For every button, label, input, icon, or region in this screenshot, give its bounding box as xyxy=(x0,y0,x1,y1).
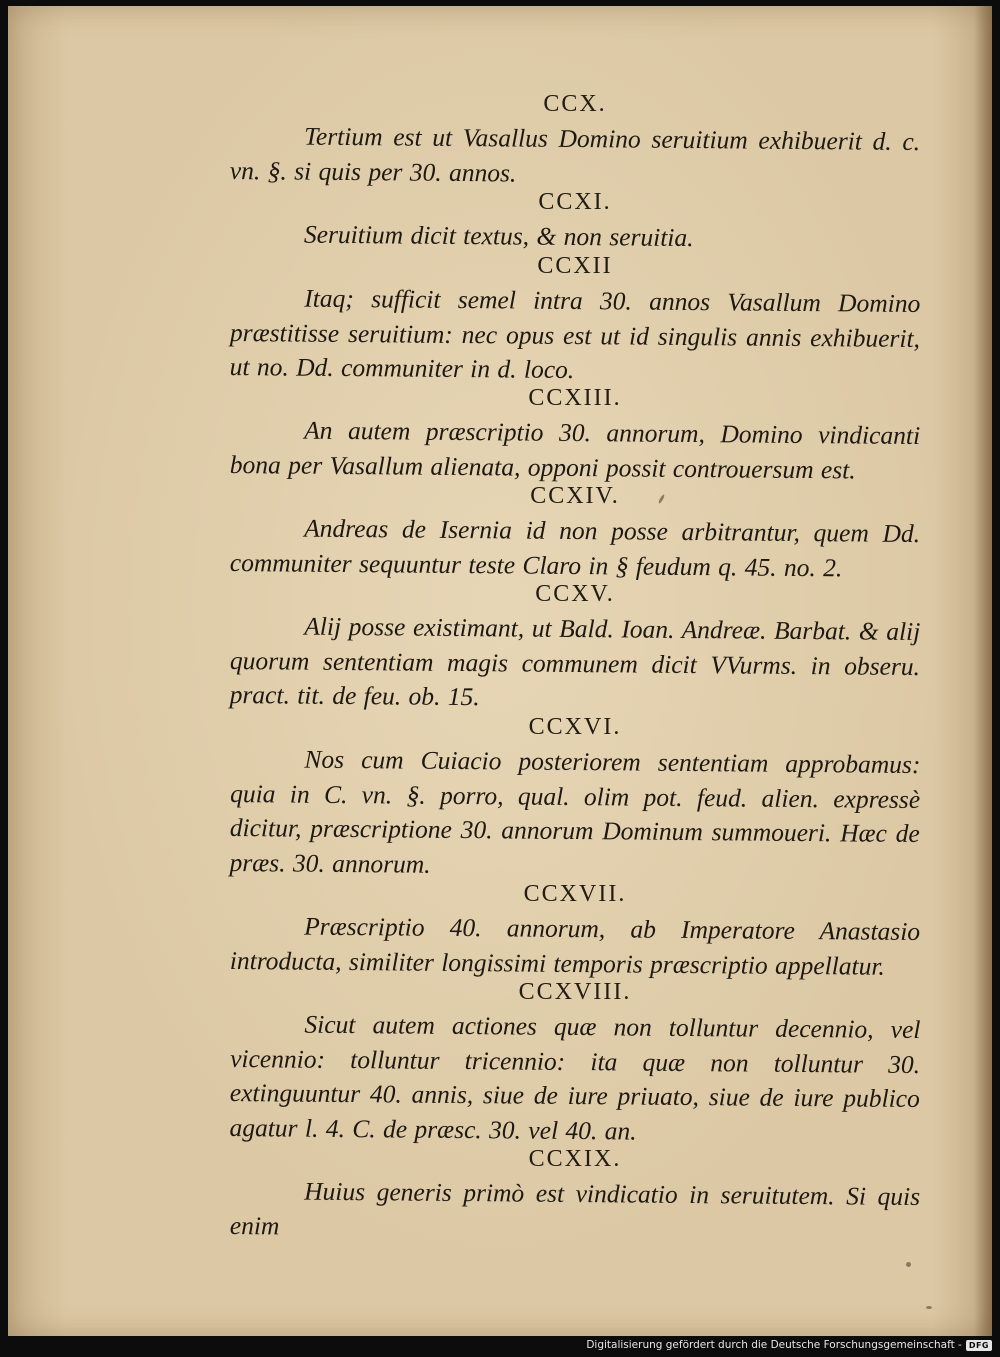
text-block xyxy=(230,90,920,1243)
section-text: An autem præscriptio 30. annorum, Domino vindicanti bona per Vasallum alienata, opponi possit controuersum est. xyxy=(229,415,921,484)
section-text: Præscriptio 40. annorum, ab Imperatore Anastasio introducta, similiter longissimi temporis præscriptio appellatur. xyxy=(229,911,921,980)
section-number: CCXVII. xyxy=(523,880,627,907)
section-number: CCXIX. xyxy=(528,1145,622,1172)
section-number: CCXI. xyxy=(538,189,612,215)
digitization-credit xyxy=(586,1337,992,1353)
credit-text: Digitalisierung gefördert durch die Deutsche Forschungsgemeinschaft - xyxy=(586,1339,962,1351)
section-number: CCX. xyxy=(543,91,607,117)
section-text: Nos cum Cuiacio posteriorem sententiam approbamus: quia in C. vn. §. porro, qual. olim pot. feud. alien. expressè dicitur, præscriptione 30. annorum Dominum summoueri. Hæc de præs. 30. annorum. xyxy=(229,744,921,878)
section-text: Andreas de Isernia id non posse arbitrantur, quem Dd. communiter sequuntur teste Claro in § feudum q. 45. no. 2. xyxy=(229,513,921,582)
dfg-logo-icon: DFG xyxy=(966,1340,992,1351)
section-text: Alij posse existimant, ut Bald. Ioan. Andreæ. Barbat. & alij quorum sententiam magis communem dicit VVurms. in obseru. pract. tit. de feu. ob. 15. xyxy=(229,611,921,712)
section-number: CCXVI. xyxy=(528,713,622,740)
section-text: Itaq; sufficit semel intra 30. annos Vasallum Domino præstitisse seruitium: nec opus est ut id singulis annis exhibuerit, ut no. Dd. communiter in d. loco. xyxy=(229,283,921,384)
section-text: Tertium est ut Vasallus Domino seruitium exhibuerit d. c. vn. §. si quis per 30. annos. xyxy=(229,121,921,187)
section-text: Seruitium dicit textus, & non seruitia. xyxy=(303,219,694,253)
section-text: Huius generis primò est vindicatio in seruitutem. Si quis enim xyxy=(229,1176,921,1240)
paper-speck xyxy=(906,1262,911,1267)
section-number: CCXV. xyxy=(535,581,615,607)
section-number: CCXIV. xyxy=(530,483,620,509)
paper-speck xyxy=(926,1306,932,1309)
section-number: CCXII xyxy=(537,252,613,279)
section-text: Sicut autem actiones quæ non tolluntur decennio, vel vicennio: tolluntur tricennio: ita quæ non tolluntur 30. extinguuntur 40. annis, siue de iure priuato, siue de iure publico agatur l. 4. C. de præsc. 30. vel 40. an. xyxy=(229,1009,921,1145)
scanned-page xyxy=(8,6,992,1336)
section-number: CCXIII. xyxy=(528,385,622,411)
section-number: CCXVIII. xyxy=(518,978,632,1005)
page-fold-shadow xyxy=(974,6,992,1336)
